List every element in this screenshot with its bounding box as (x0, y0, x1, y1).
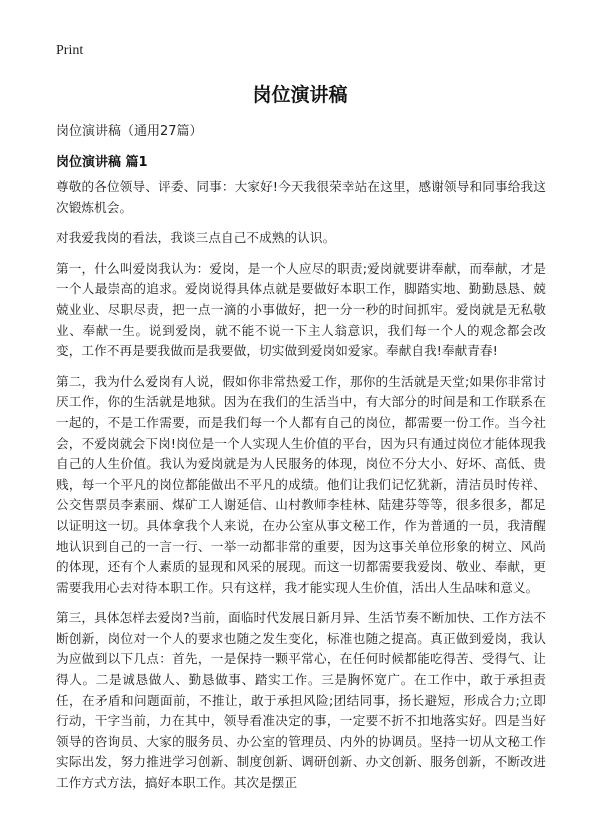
paragraph-intro: 对我爱我岗的看法，我谈三点自己不成熟的认识。 (56, 230, 336, 246)
page-title: 岗位演讲稿 (252, 84, 348, 106)
paragraph-second-point: 第二，我为什么爱岗有人说，假如你非常热爱工作，那你的生活就是天堂;如果你非常讨厌工作，你的生活就是地狱。因为在我们的生活当中，有大部分的时间是和工作联系在一起的，不是工作需要，而是我们每一个人都有自己的岗位，都需要一份工作。当今社会，不爱岗就会下岗!岗位是一个人实现人生价值的平台，因为只有通过岗位才能体现我自己的人生价值。我认为爱岗就是为人民服务的体现，岗位不分大小、好坏、高低、贵贱，每一个平凡的岗位都能做出不平凡的成绩。他们让我们记忆犹新，清洁员时传祥、公交售票员李素丽、煤矿工人谢延信、山村教师李桂林、陆建芬等等，很多很多，都足以证明这一切。具体拿我个人来说，在办公室从事文秘工作，作为普通的一员，我清醒地认识到自己的一言一行、一举一动都非常的重要，因为这事关单位形象的树立、风尚的体现，还有个人素质的显现和风采的展现。而这一切都需要我爱岗、敬业、奉献，更需要我用心去对待本职工作。只有这样，我才能实现人生价值，活出人生品味和意义。 (56, 373, 546, 595)
section-heading: 岗位演讲稿 篇1 (56, 155, 148, 170)
paragraph-third-point: 第三，具体怎样去爱岗?当前，面临时代发展日新月异、生活节奏不断加快、工作方法不断创新，岗位对一个人的要求也随之发生变化，标准也随之提高。真正做到爱岗，我认为应做到以下几点：首先，一是保持一颗平常心，在任何时候都能吃得苦、受得气、让得人。二是诚恳做人、勤恳做事、踏实工作。三是胸怀宽广。在工作中，敢于承担责任，在矛盾和问题面前，不推让，敢于承担风险;团结同事，扬长避短，形成合力;立即行动，干字当前，力在其中，领导看准决定的事，一定要不折不扣地落实好。四是当好领导的咨询员、大家的服务员、办公室的管理员、内外的协调员。坚持一切从文秘工作实际出发，努力推进学习创新、制度创新、调研创新、办文创新、服务创新，不断改进工作方式方法，搞好本职工作。其次是摆正 (56, 610, 546, 791)
paragraph-first-point: 第一，什么叫爱岗我认为：爱岗，是一个人应尽的职责;爱岗就要讲奉献，而奉献，才是一个人最崇高的追求。爱岗说得具体点就是要做好本职工作，脚踏实地、勤勤恳恳、兢兢业业、尽职尽责，把一点一滴的小事做好，把一分一秒的时间抓牢。爱岗就是无私敬业、奉献一生。说到爱岗，就不能不说一下主人翁意识，我们每一个人的观念都会改变，工作不再是要我做而是我要做，切实做到爱岗如爱家。奉献自我!奉献青春! (56, 260, 546, 359)
paragraph-greeting: 尊敬的各位领导、评委、同事：大家好!今天我很荣幸站在这里，感谢领导和同事给我这次锻炼机会。 (56, 179, 546, 215)
print-label[interactable]: Print (56, 43, 84, 58)
document-subtitle: 岗位演讲稿（通用27篇） (56, 124, 203, 139)
document-body (56, 177, 546, 804)
